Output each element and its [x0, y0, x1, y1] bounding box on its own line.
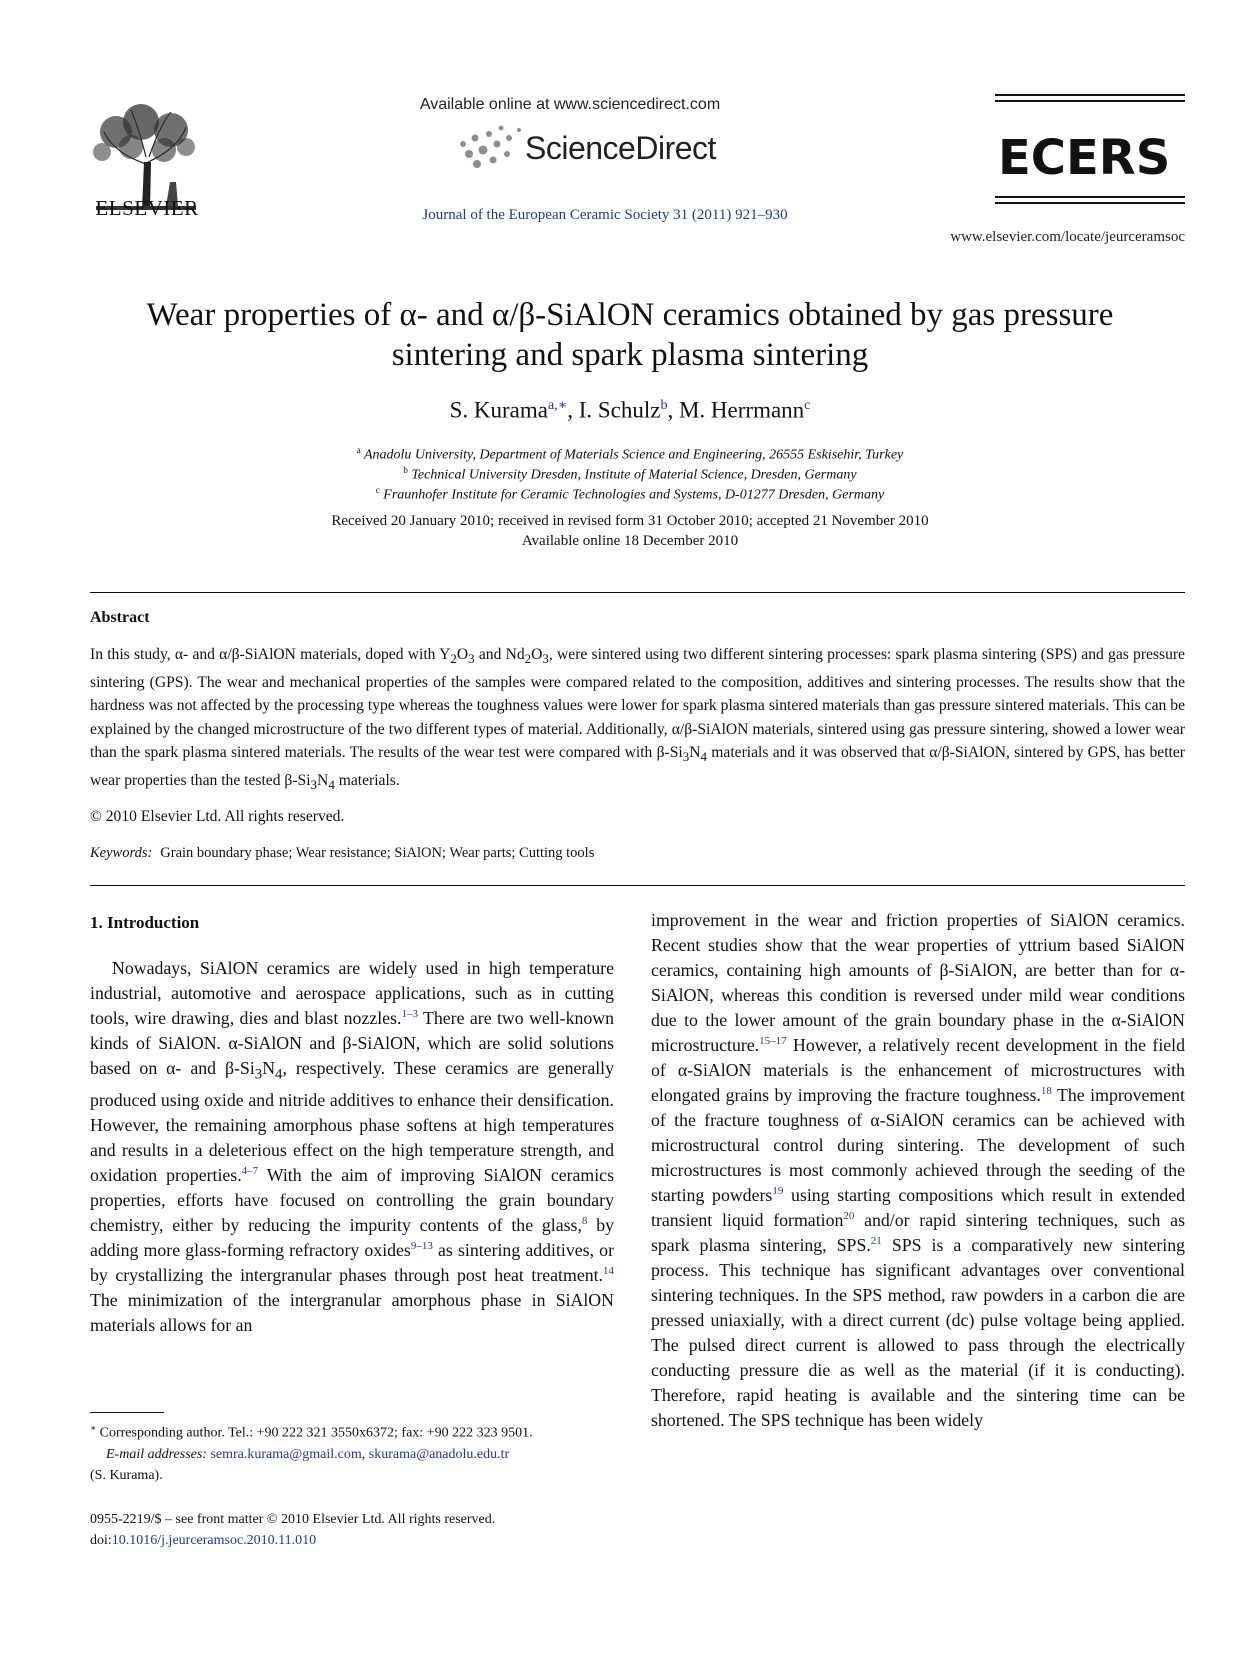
ecers-rule-bottom-2: [995, 202, 1185, 204]
footnote-contact: Corresponding author. Tel.: +90 222 321 3550x6372; fax: +90 222 323 9501.: [99, 1425, 533, 1441]
title-line-1: Wear properties of α- and α/β-SiAlON ceramics obtained by gas pressure: [146, 297, 1114, 333]
article-title: [60, 295, 1200, 375]
doi-link[interactable]: 10.1016/j.jeurceramsoc.2010.11.010: [111, 1533, 317, 1548]
author-affil-mark[interactable]: b: [660, 398, 668, 413]
abstract-heading: Abstract: [90, 609, 150, 626]
author-list: [60, 397, 1200, 424]
section-heading-introduction: 1. Introduction: [90, 913, 200, 932]
footnote-author: (S. Kurama).: [90, 1467, 163, 1483]
affil-mark: c: [375, 485, 380, 495]
author-sep: ,: [567, 397, 579, 423]
affil-text: Fraunhofer Institute for Ceramic Technologies and Systems, D-01277 Dresden, Germany: [383, 487, 885, 503]
affil-mark: a: [356, 445, 361, 455]
corresponding-author-footnote: ∗ Corresponding author. Tel.: +90 222 321 3550x6372; fax: +90 222 323 9501. E-mail addresses: semra.kurama@gmail.com, skurama@anadolu.edu.tr (S. Kurama).: [90, 1418, 630, 1486]
available-online-banner[interactable]: Available online at www.sciencedirect.com: [419, 96, 721, 113]
author-name: S. Kurama: [449, 397, 548, 423]
ecers-rule-top: [995, 94, 1185, 96]
ecers-society-logo: [998, 129, 1188, 181]
author-affil-mark[interactable]: c: [804, 398, 811, 413]
keywords-list: Grain boundary phase; Wear resistance; SiAlON; Wear parts; Cutting tools: [160, 845, 595, 861]
author-name: M. Herrmann: [678, 397, 805, 423]
ecers-rule-top-2: [995, 100, 1185, 102]
footnote-mark: ∗: [90, 1423, 97, 1433]
received-dates: Received 20 January 2010; received in revised form 31 October 2010; accepted 21 November 2010: [331, 513, 929, 529]
affil-text: Anadolu University, Department of Materials Science and Engineering, 26555 Eskisehir, Turkey: [363, 447, 904, 463]
author-sep: ,: [667, 397, 679, 423]
doi-label: doi:: [90, 1533, 112, 1548]
affiliation-a: [60, 445, 1200, 464]
intro-column-left: Nowadays, SiAlON ceramics are widely used in high temperature industrial, automotive and aerospace applications, such as in cutting tools, wire drawing, dies and blast nozzles.$^{1-3}$ There are two well-known kinds of SiAlON. α-SiAlON and β-SiAlON, which are solid solutions based on α- and $\beta-Si_3N_4$, respectively. These ceramics are generally produced using oxide and nitride additives to enhance their densification. However, the remaining amorphous phase softens at high temperatures and results in a deleterious effect on the high temperature strength, and oxidation properties.$^{4-7}$ With the aim of improving SiAlON ceramics properties, efforts have focused on controlling the grain boundary chemistry, either by reducing the impurity contents of the glass,$^8$ by adding more glass-forming refractory oxides$^{9-13}$ as sintering additives, or by crystallizing the intergranular phases through post heat treatment.$^{14}$ The minimization of the intergranular amorphous phase in SiAlON materials allows for an: [90, 958, 615, 1335]
author-affil-mark[interactable]: a,∗: [547, 398, 568, 413]
publisher-name: ELSEVIER: [95, 196, 199, 220]
journal-citation-link[interactable]: Journal of the European Ceramic Society 31 (2011) 921–930: [422, 207, 788, 223]
footnote-rule: [90, 1412, 164, 1413]
ecers-logo-text: ECERS: [998, 130, 1171, 181]
ecers-rule-bottom: [995, 196, 1185, 198]
available-online-date: Available online 18 December 2010: [521, 533, 739, 549]
issn-line: 0955-2219/$ – see front matter © 2010 Elsevier Ltd. All rights reserved.: [90, 1512, 496, 1527]
author-name: I. Schulz: [578, 397, 661, 423]
keywords-label: Keywords:: [90, 845, 153, 861]
article-metadata: [90, 1509, 650, 1551]
abstract-copyright: © 2010 Elsevier Ltd. All rights reserved.: [90, 808, 345, 825]
affiliation-b: [60, 465, 1200, 484]
email-link[interactable]: semra.kurama@gmail.com: [210, 1446, 362, 1462]
divider: [90, 592, 1185, 593]
abstract-text: In this study, α- and α/β-SiAlON materials, doped with $Y_2O_3$ and $Nd_2O_3$, were sintered using two different sintering processes: spark plasma sintering (SPS) and gas pressure sintering (GPS). The wear and mechanical properties of the samples were compared related to the composition, additives and sintering processes. The results show that the hardness was not affected by the processing type whereas the toughness values were lower for spark plasma sintered materials than gas pressure sintered materials. This can be explained by the changed microstructure of the two different types of material. Additionally, α/β-SiAlON materials, sintered using gas pressure sintering, showed a lower wear than the spark plasma sintered materials. The results of the wear test were compared with $\beta-Si_3N_4$ materials and it was observed that α/β-SiAlON, sintered by GPS, has better wear properties than the tested $\beta-Si_3N_4$ materials.: [90, 646, 1185, 792]
divider: [90, 885, 1185, 886]
title-line-2: sintering and spark plasma sintering: [391, 337, 869, 373]
journal-homepage-url[interactable]: www.elsevier.com/locate/jeurceramsoc: [950, 229, 1185, 245]
affil-text: Technical University Dresden, Institute of Material Science, Dresden, Germany: [411, 467, 857, 483]
intro-column-right: improvement in the wear and friction properties of SiAlON ceramics. Recent studies show that the wear properties of yttrium based SiAlON ceramics, containing high amounts of β-SiAlON, are better than for α-SiAlON, whereas this condition is reversed under mild wear conditions due to the lower amount of the grain boundary phase in the α-SiAlON microstructure.$^{15-17}$ However, a relatively recent development in the field of α-SiAlON materials is the enhancement of microstructures with elongated grains by improving the fracture toughness.$^{18}$ The improvement of the fracture toughness of α-SiAlON ceramics can be achieved with microstructural control during sintering. The development of such microstructures is most commonly achieved through the seeding of the starting powders$^{19}$ using starting compositions which result in extended transient liquid formation$^{20}$ and/or rapid sintering techniques, such as spark plasma sintering, SPS.$^{21}$ SPS is a comparatively new sintering process. This technique has significant advantages over conventional sintering techniques. In the SPS method, raw powders in a carbon die are pressed uniaxially, with a direct current (dc) pulse voltage being applied. The pulsed direct current is allowed to pass through the electrically conducting pressure die as well as the material (if it is conducting). Therefore, rapid heating is available and the sintering time can be shortened. The SPS technique has been widely: [651, 910, 1186, 1430]
keywords: [90, 845, 594, 862]
email-label: E-mail addresses:: [106, 1446, 207, 1462]
affiliation-c: [60, 485, 1200, 504]
email-link[interactable]: skurama@anadolu.edu.tr: [368, 1446, 510, 1462]
sciencedirect-logo: ScienceDirect: [525, 130, 716, 166]
affil-mark: b: [403, 465, 408, 475]
